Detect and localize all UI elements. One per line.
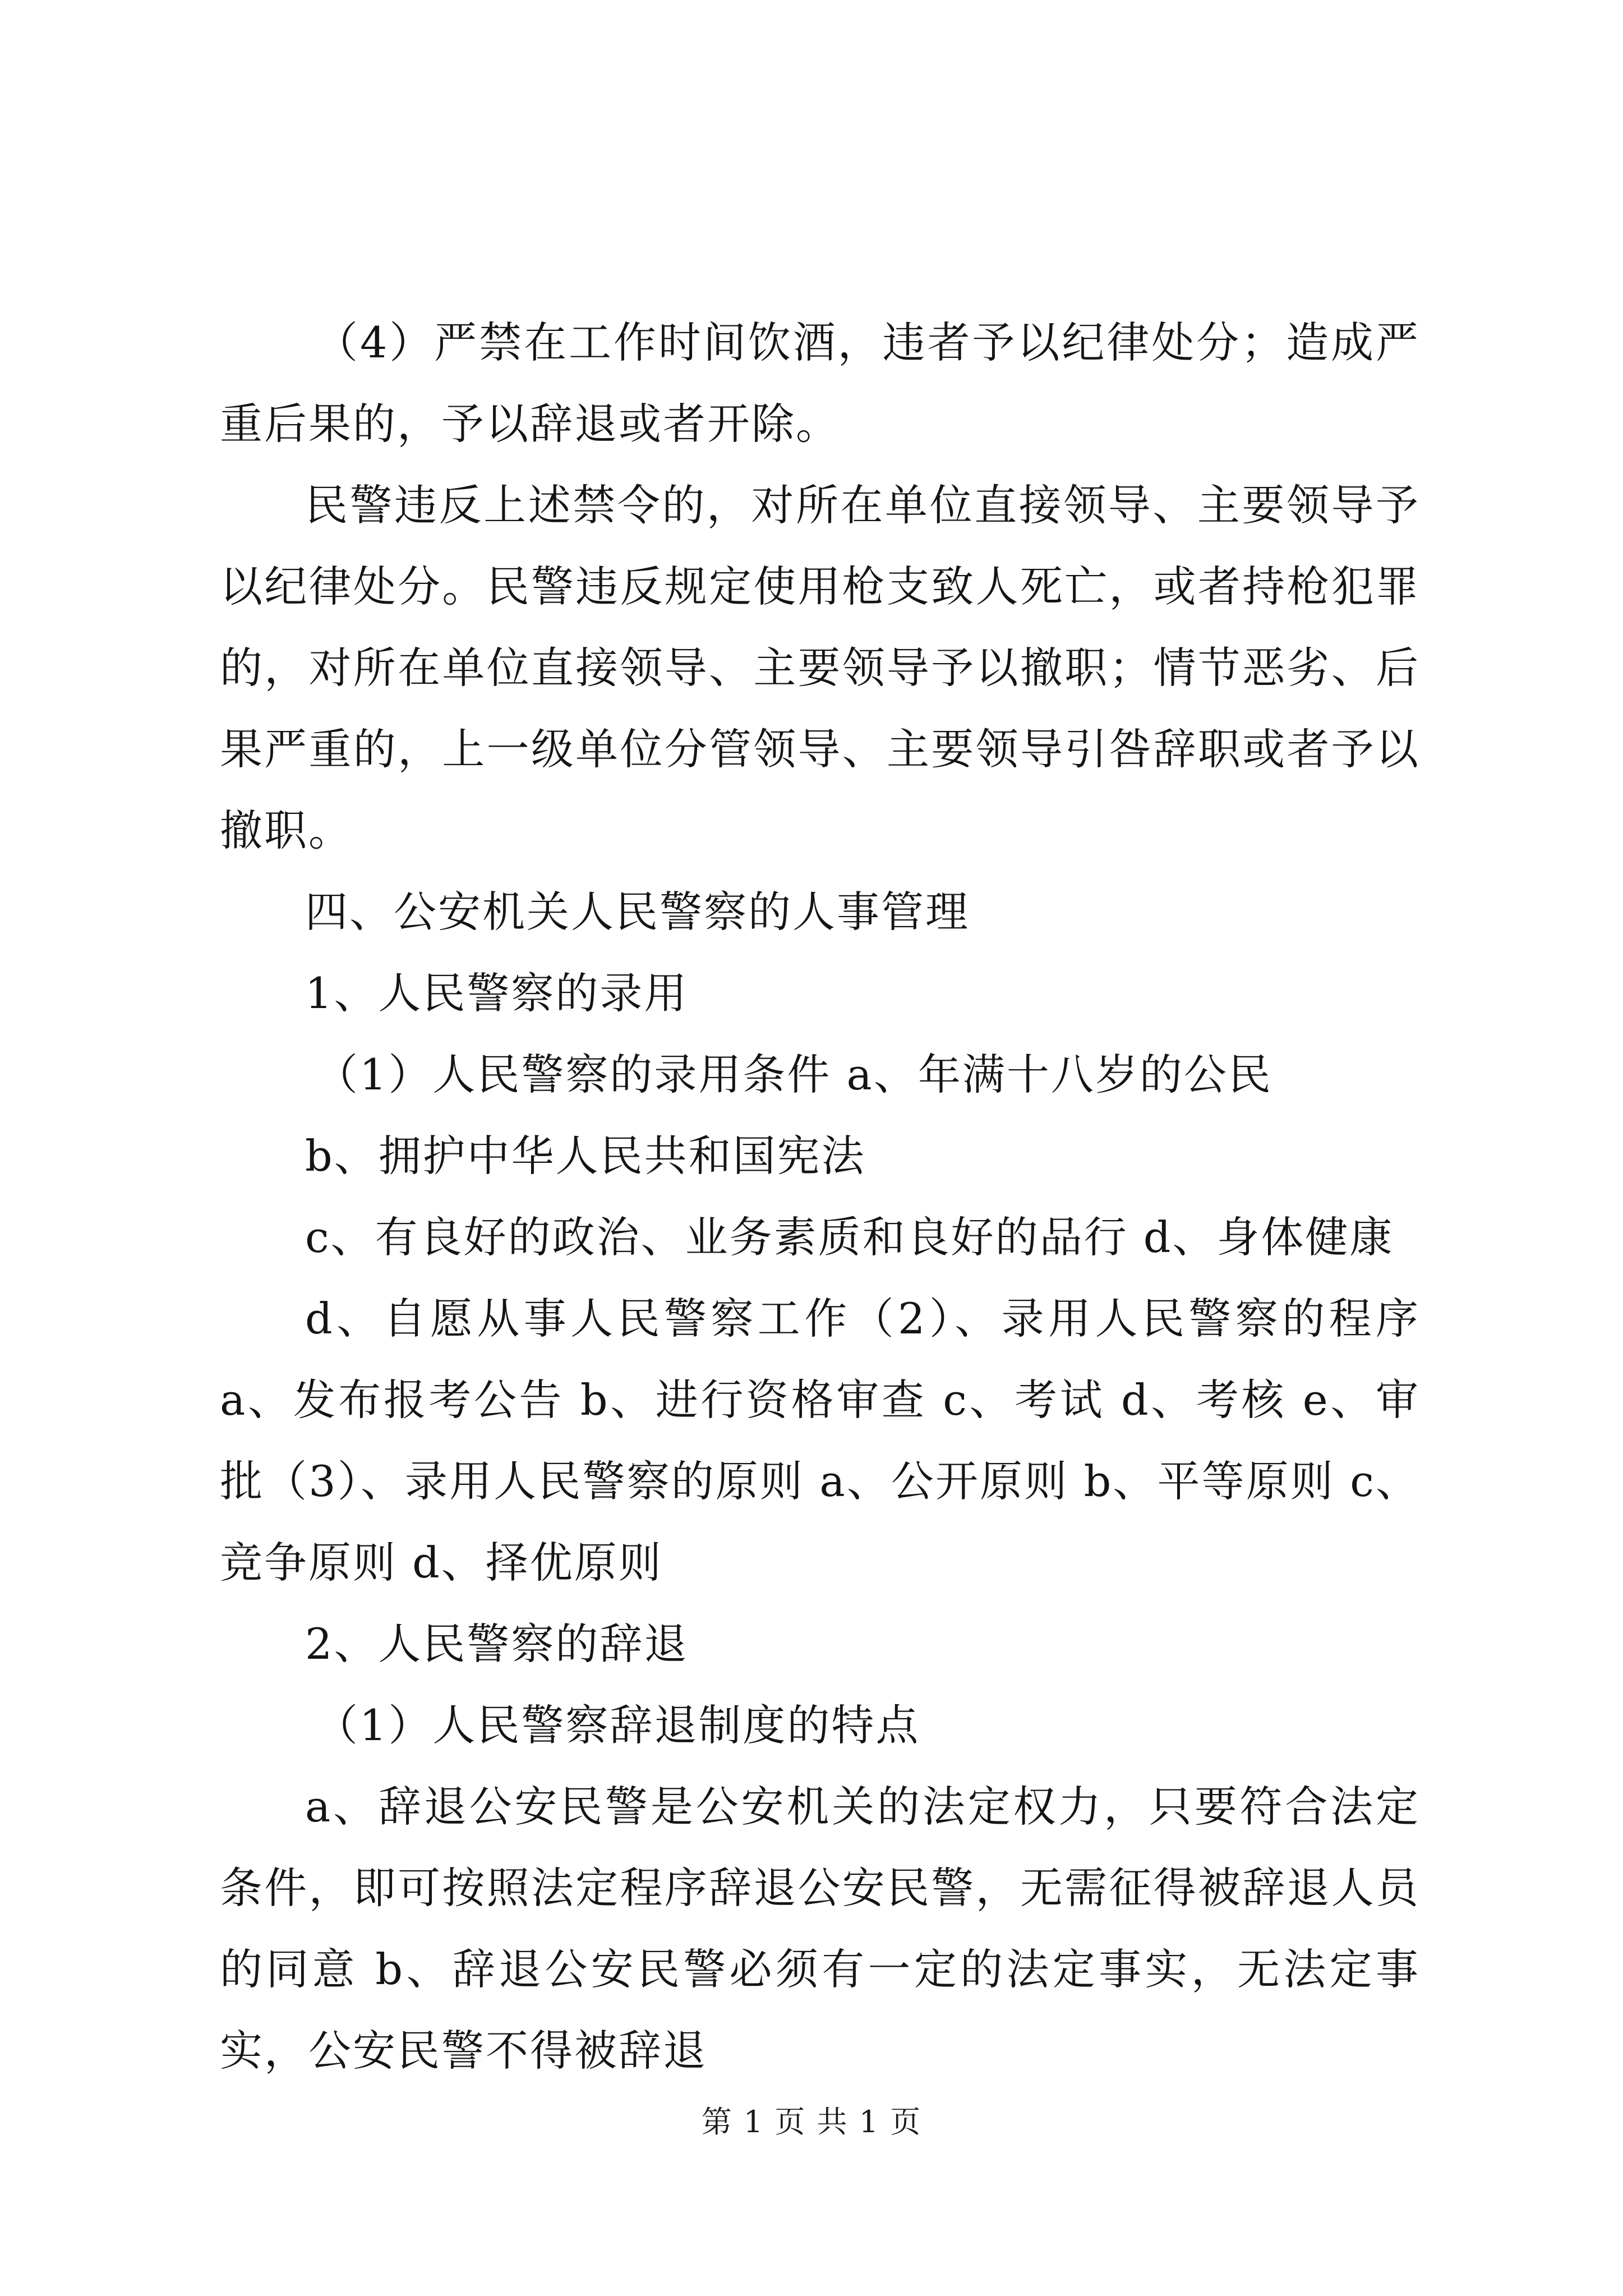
paragraph-condition-c: c、有良好的政治、业务素质和良好的品行 d、身体健康 [305, 1212, 1394, 1262]
paragraph-recruitment-conditions: （1）人民警察的录用条件 a、年满十八岁的公民 [315, 1050, 1272, 1099]
subheading-recruitment: 1、人民警察的录用 [305, 968, 689, 1018]
paragraph-condition-b: b、拥护中华人民共和国宪法 [305, 1131, 866, 1181]
paragraph-recruitment-procedure: d、自愿从事人民警察工作（2）、录用人民警察的程序 a、发布报考公告 b、进行资格审查 c、考试 d、考核 e、审批（3）、录用人民警察的原则 a、公开原则 b、平等原则 c、竞争原则 d、择优原则 [220, 1294, 1420, 1588]
subheading-dismissal: 2、人民警察的辞退 [305, 1619, 689, 1669]
paragraph-dismissal-details: a、辞退公安民警是公安机关的法定权力，只要符合法定条件，即可按照法定程序辞退公安民警，无需征得被辞退人员的同意 b、辞退公安民警必须有一定的法定事实，无法定事实，公安民警不得被辞退 [220, 1782, 1420, 2076]
section-heading-personnel: 四、公安机关人民警察的人事管理 [305, 887, 970, 937]
paragraph-leadership-liability: 民警违反上述禁令的，对所在单位直接领导、主要领导予以纪律处分。民警违反规定使用枪支致人死亡，或者持枪犯罪的，对所在单位直接领导、主要领导予以撤职；情节恶劣、后果严重的，上一级单位分管领导、主要领导引咎辞职或者予以撤职。 [220, 480, 1420, 855]
document-body [220, 302, 1420, 2091]
paragraph-rule-4: （4）严禁在工作时间饮酒，违者予以纪律处分；造成严重后果的，予以辞退或者开除。 [220, 318, 1420, 449]
paragraph-dismissal-features: （1）人民警察辞退制度的特点 [315, 1700, 920, 1750]
page-footer: 第 1 页 共 1 页 [701, 2104, 922, 2139]
